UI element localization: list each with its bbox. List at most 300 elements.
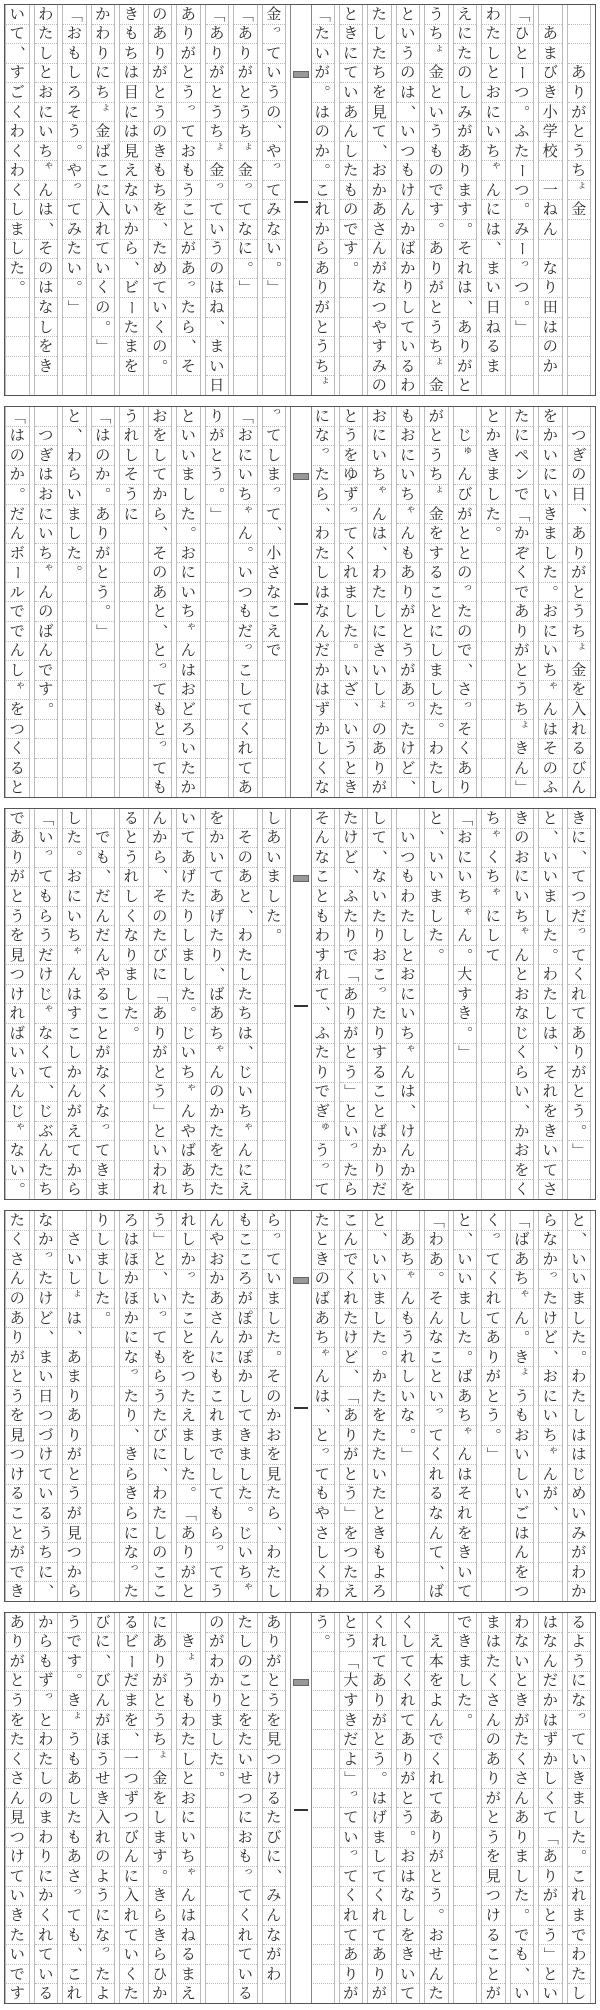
grid-cell: る bbox=[263, 1789, 286, 1809]
grid-cell: あ bbox=[482, 1750, 505, 1770]
grid-cell bbox=[120, 642, 143, 662]
grid-cell bbox=[482, 563, 505, 583]
grid-cell: か bbox=[482, 427, 505, 447]
grid-cell bbox=[63, 759, 86, 779]
grid-cell: 。 bbox=[568, 1848, 591, 1868]
grid-cell: り bbox=[149, 1652, 172, 1672]
grid-cell: し bbox=[177, 1231, 200, 1251]
text-column bbox=[396, 407, 425, 797]
grid-cell: た bbox=[6, 1211, 29, 1231]
column-cells bbox=[176, 407, 200, 797]
grid-cell bbox=[397, 1485, 420, 1505]
grid-cell bbox=[311, 1906, 334, 1926]
grid-cell: に bbox=[35, 103, 58, 123]
grid-cell: わ bbox=[568, 1563, 591, 1583]
grid-cell: 。 bbox=[311, 161, 334, 181]
grid-cell: ん bbox=[571, 778, 587, 797]
grid-cell: と bbox=[340, 759, 363, 779]
grid-cell: と bbox=[234, 887, 257, 907]
grid-cell: い bbox=[539, 1141, 562, 1161]
grid-cell: び bbox=[454, 485, 477, 505]
grid-cell: ん bbox=[511, 1543, 534, 1563]
grid-cell: 、 bbox=[234, 907, 257, 927]
grid-cell: ん bbox=[311, 622, 334, 642]
grid-cell: か bbox=[511, 524, 534, 544]
grid-cell: ま bbox=[539, 524, 562, 544]
grid-cell: と bbox=[511, 44, 534, 64]
grid-cell: で bbox=[6, 1965, 29, 1985]
grid-cell bbox=[92, 1446, 115, 1466]
grid-cell: き bbox=[234, 1426, 257, 1446]
grid-cell: が bbox=[63, 1504, 86, 1524]
center-fold-column bbox=[290, 809, 312, 1199]
grid-cell: せ bbox=[234, 1769, 257, 1789]
grid-cell: た bbox=[234, 1613, 257, 1633]
grid-cell: 。 bbox=[6, 279, 29, 299]
grid-cell: ち bbox=[539, 661, 562, 681]
grid-cell: 。 bbox=[368, 1769, 391, 1789]
grid-cell bbox=[482, 1524, 505, 1544]
grid-cell: と bbox=[539, 1906, 562, 1926]
grid-cell: を bbox=[120, 1711, 143, 1731]
grid-cell: 日 bbox=[35, 1387, 58, 1407]
grid-cell: す bbox=[63, 1652, 86, 1672]
grid-cell: に bbox=[149, 1613, 172, 1633]
grid-cell: て bbox=[35, 1945, 58, 1965]
grid-cell: え bbox=[177, 1406, 200, 1426]
grid-cell: ず bbox=[340, 485, 363, 505]
grid-cell: ち bbox=[35, 142, 58, 162]
grid-cell: わ bbox=[482, 5, 505, 25]
grid-cell bbox=[177, 376, 200, 395]
grid-cell: 金 bbox=[425, 505, 448, 525]
grid-cell bbox=[482, 1485, 505, 1505]
grid-cell: き bbox=[149, 142, 172, 162]
grid-cell: ん bbox=[63, 1083, 86, 1103]
grid-cell: ば bbox=[177, 1141, 200, 1161]
grid-cell: い bbox=[63, 485, 86, 505]
grid-cell: さ bbox=[454, 681, 477, 701]
grid-cell: あ bbox=[397, 1730, 420, 1750]
grid-cell: う bbox=[340, 1633, 363, 1653]
grid-cell: が bbox=[568, 563, 591, 583]
grid-cell: く bbox=[35, 1906, 58, 1926]
grid-cell: し bbox=[206, 1465, 229, 1485]
grid-cell: る bbox=[568, 1613, 591, 1633]
grid-cell bbox=[6, 337, 29, 357]
grid-cell: ビ bbox=[120, 1633, 143, 1653]
grid-cell: 。 bbox=[425, 1270, 448, 1290]
fold-marker-middle-icon bbox=[294, 1005, 308, 1007]
grid-cell: く bbox=[397, 1613, 420, 1633]
grid-cell: ん bbox=[368, 240, 391, 260]
grid-cell: ゃ bbox=[397, 1044, 420, 1064]
grid-cell bbox=[482, 622, 505, 642]
grid-cell: し bbox=[35, 44, 58, 64]
text-column bbox=[148, 809, 177, 1199]
grid-cell: あ bbox=[340, 1945, 363, 1965]
grid-cell: あ bbox=[539, 25, 562, 45]
grid-cell: し bbox=[539, 1004, 562, 1024]
grid-cell bbox=[206, 1808, 229, 1828]
column-cells bbox=[62, 407, 86, 797]
grid-cell: ん bbox=[234, 1141, 257, 1161]
grid-cell: ら bbox=[149, 1367, 172, 1387]
grid-cell: く bbox=[311, 759, 334, 779]
grid-cell: い bbox=[340, 1122, 363, 1142]
grid-cell: し bbox=[234, 1633, 257, 1653]
grid-cell: に bbox=[539, 622, 562, 642]
grid-cell bbox=[311, 1672, 334, 1692]
grid-cell: り bbox=[63, 1387, 86, 1407]
grid-cell: も bbox=[340, 181, 363, 201]
grid-cell: 、 bbox=[511, 1965, 534, 1985]
grid-cell: た bbox=[120, 1387, 143, 1407]
grid-cell: を bbox=[539, 1102, 562, 1122]
grid-cell: の bbox=[149, 122, 172, 142]
grid-cell: だ bbox=[568, 907, 591, 927]
grid-cell: っ bbox=[425, 1406, 448, 1426]
grid-cell: あ bbox=[63, 1406, 86, 1426]
grid-cell: く bbox=[539, 1789, 562, 1809]
text-column bbox=[538, 809, 567, 1199]
text-column bbox=[205, 1613, 234, 2003]
grid-cell: 「 bbox=[63, 5, 86, 25]
grid-cell: わ bbox=[92, 25, 115, 45]
grid-cell: ち bbox=[206, 1024, 229, 1044]
grid-cell: 、 bbox=[311, 505, 334, 525]
column-cells bbox=[34, 1613, 58, 2003]
grid-cell: つ bbox=[6, 1828, 29, 1848]
grid-cell: す bbox=[454, 985, 477, 1005]
grid-cell: っ bbox=[177, 103, 200, 123]
grid-cell: き bbox=[149, 1926, 172, 1946]
grid-cell: ん bbox=[397, 1063, 420, 1083]
grid-cell: け bbox=[340, 1328, 363, 1348]
grid-cell: び bbox=[92, 1613, 115, 1633]
grid-cell: わ bbox=[6, 122, 29, 142]
grid-cell: な bbox=[35, 1024, 58, 1044]
grid-cell bbox=[206, 642, 229, 662]
grid-cell: し bbox=[539, 544, 562, 564]
grid-cell: れ bbox=[234, 1926, 257, 1946]
grid-cell: れ bbox=[397, 1691, 420, 1711]
text-column bbox=[424, 809, 453, 1199]
grid-cell: が bbox=[177, 44, 200, 64]
grid-cell: く bbox=[340, 1270, 363, 1290]
grid-cell: と bbox=[568, 1083, 591, 1103]
grid-cell bbox=[92, 759, 115, 779]
grid-cell: 見 bbox=[120, 142, 143, 162]
grid-cell: の bbox=[263, 1387, 286, 1407]
grid-cell bbox=[120, 1044, 143, 1064]
grid-cell: く bbox=[234, 720, 257, 740]
grid-cell: り bbox=[482, 1769, 505, 1789]
grid-cell: ぎ bbox=[568, 446, 591, 466]
grid-cell bbox=[263, 985, 286, 1005]
grid-cell bbox=[120, 622, 143, 642]
grid-cell: せ bbox=[425, 1945, 448, 1965]
grid-cell: も bbox=[149, 700, 172, 720]
grid-cell: さ bbox=[263, 563, 286, 583]
grid-cell: ン bbox=[511, 466, 534, 486]
grid-cell: こ bbox=[425, 583, 448, 603]
grid-cell: た bbox=[6, 1730, 29, 1750]
grid-cell: の bbox=[6, 1289, 29, 1309]
grid-cell bbox=[92, 1328, 115, 1348]
grid-cell bbox=[206, 1887, 229, 1907]
grid-cell bbox=[120, 1180, 143, 1199]
grid-cell: こ bbox=[311, 181, 334, 201]
grid-cell: あ bbox=[397, 681, 420, 701]
grid-cell bbox=[263, 318, 286, 338]
grid-cell: い bbox=[149, 1141, 172, 1161]
grid-cell: と bbox=[234, 83, 257, 103]
text-column bbox=[510, 809, 539, 1199]
grid-cell: さ bbox=[368, 642, 391, 662]
grid-cell: れ bbox=[568, 720, 591, 740]
grid-cell: え bbox=[180, 1984, 196, 2003]
text-column bbox=[205, 407, 234, 797]
grid-cell: 金 bbox=[425, 64, 448, 84]
grid-cell bbox=[340, 376, 363, 395]
grid-cell: わ bbox=[149, 1485, 172, 1505]
grid-cell: い bbox=[542, 1984, 558, 2003]
grid-cell bbox=[340, 357, 363, 377]
grid-cell: が bbox=[539, 1485, 562, 1505]
grid-cell: か bbox=[120, 1309, 143, 1329]
grid-cell: は bbox=[397, 1867, 420, 1887]
grid-cell: て bbox=[234, 1945, 257, 1965]
grid-cell bbox=[35, 739, 58, 759]
ruby-gutter bbox=[590, 1211, 595, 1601]
grid-cell: と bbox=[206, 446, 229, 466]
grid-cell: る bbox=[482, 337, 505, 357]
grid-cell: と bbox=[311, 887, 334, 907]
grid-cell: は bbox=[368, 524, 391, 544]
grid-cell: か bbox=[180, 778, 196, 797]
grid-cell: ろ bbox=[120, 1211, 143, 1231]
grid-cell: 。 bbox=[511, 200, 534, 220]
grid-cell: し bbox=[177, 485, 200, 505]
grid-cell: れ bbox=[120, 868, 143, 888]
grid-cell: い bbox=[482, 279, 505, 299]
grid-cell: 。 bbox=[120, 1024, 143, 1044]
grid-cell: く bbox=[568, 965, 591, 985]
grid-cell: お bbox=[511, 1141, 534, 1161]
grid-cell: た bbox=[482, 1652, 505, 1672]
grid-cell bbox=[92, 1524, 115, 1544]
grid-cell: て bbox=[206, 1563, 229, 1583]
grid-cell: ご bbox=[6, 83, 29, 103]
grid-cell: た bbox=[123, 1582, 139, 1601]
grid-cell: を bbox=[368, 1406, 391, 1426]
text-column bbox=[481, 5, 510, 395]
grid-cell: う bbox=[340, 1063, 363, 1083]
grid-cell: た bbox=[6, 259, 29, 279]
grid-cell: き bbox=[92, 1161, 115, 1181]
grid-cell: ば bbox=[428, 1582, 444, 1601]
grid-cell bbox=[120, 1063, 143, 1083]
grid-cell: が bbox=[92, 1711, 115, 1731]
grid-cell bbox=[92, 1367, 115, 1387]
grid-cell: り bbox=[539, 1867, 562, 1887]
grid-cell: に bbox=[92, 1633, 115, 1653]
grid-cell: を bbox=[425, 524, 448, 544]
text-column bbox=[62, 1613, 91, 2003]
grid-cell: に bbox=[92, 1906, 115, 1926]
grid-cell bbox=[263, 1102, 286, 1122]
grid-cell bbox=[6, 298, 29, 318]
grid-cell bbox=[482, 1044, 505, 1064]
grid-cell: 」 bbox=[63, 298, 86, 318]
grid-cell: す bbox=[425, 544, 448, 564]
grid-cell: び bbox=[263, 1828, 286, 1848]
grid-cell: ん bbox=[177, 642, 200, 662]
column-cells bbox=[510, 809, 534, 1199]
grid-cell: つ bbox=[511, 279, 534, 299]
grid-cell: こ bbox=[206, 1387, 229, 1407]
grid-cell: い bbox=[206, 220, 229, 240]
text-column bbox=[424, 1613, 453, 2003]
grid-cell: が bbox=[454, 122, 477, 142]
grid-cell: が bbox=[511, 642, 534, 662]
grid-cell: ち bbox=[568, 622, 591, 642]
grid-cell: が bbox=[568, 1063, 591, 1083]
grid-cell: か bbox=[234, 1367, 257, 1387]
grid-cell bbox=[482, 681, 505, 701]
grid-cell: け bbox=[35, 1446, 58, 1466]
grid-cell: り bbox=[6, 1633, 29, 1653]
text-column bbox=[62, 407, 91, 797]
grid-cell bbox=[482, 1141, 505, 1161]
grid-cell: う bbox=[149, 1387, 172, 1407]
grid-cell: た bbox=[368, 1446, 391, 1466]
center-fold-column bbox=[290, 407, 312, 797]
text-column bbox=[310, 1211, 339, 1601]
column-cells bbox=[34, 5, 58, 395]
grid-cell: く bbox=[511, 1750, 534, 1770]
grid-cell: り bbox=[397, 583, 420, 603]
grid-cell: が bbox=[149, 1672, 172, 1692]
grid-cell: は bbox=[539, 1711, 562, 1731]
grid-cell: ち bbox=[234, 1563, 257, 1583]
grid-cell: で bbox=[63, 1633, 86, 1653]
grid-cell: と bbox=[206, 83, 229, 103]
grid-cell: 入 bbox=[92, 1808, 115, 1828]
grid-cell: り bbox=[63, 1426, 86, 1446]
grid-cell: け bbox=[263, 1769, 286, 1789]
column-cells bbox=[310, 1613, 334, 2003]
grid-cell: ち bbox=[149, 1730, 172, 1750]
grid-cell: の bbox=[454, 563, 477, 583]
grid-cell: て bbox=[340, 1808, 363, 1828]
grid-cell: つ bbox=[511, 83, 534, 103]
grid-cell: う bbox=[6, 907, 29, 927]
column-cells bbox=[262, 809, 286, 1199]
grid-cell: お bbox=[482, 83, 505, 103]
grid-cell: 。 bbox=[63, 563, 86, 583]
grid-cell: う bbox=[397, 1808, 420, 1828]
column-cells bbox=[148, 1211, 172, 1601]
grid-cell bbox=[454, 1750, 477, 1770]
grid-cell: い bbox=[368, 1250, 391, 1270]
grid-cell: た bbox=[263, 907, 286, 927]
grid-cell: け bbox=[6, 985, 29, 1005]
grid-cell bbox=[482, 1465, 505, 1485]
grid-cell: り bbox=[35, 1848, 58, 1868]
grid-cell: 、 bbox=[425, 829, 448, 849]
grid-cell: し bbox=[397, 926, 420, 946]
ruby-gutter bbox=[590, 809, 595, 1199]
grid-cell bbox=[568, 337, 591, 357]
grid-cell: ま bbox=[63, 1367, 86, 1387]
grid-cell bbox=[454, 1945, 477, 1965]
grid-cell: か bbox=[539, 427, 562, 447]
column-cells bbox=[233, 5, 257, 395]
column-cells bbox=[310, 407, 334, 797]
grid-cell: う bbox=[120, 407, 143, 427]
grid-cell bbox=[263, 1044, 286, 1064]
grid-cell: 」 bbox=[340, 1504, 363, 1524]
grid-cell: 」 bbox=[263, 279, 286, 299]
grid-cell: っ bbox=[92, 1122, 115, 1142]
grid-cell: れ bbox=[92, 220, 115, 240]
column-cells bbox=[119, 1211, 143, 1601]
grid-cell: 小 bbox=[263, 544, 286, 564]
grid-cell: た bbox=[177, 1465, 200, 1485]
grid-cell: 「 bbox=[340, 965, 363, 985]
grid-cell: い bbox=[568, 1750, 591, 1770]
grid-cell: た bbox=[123, 1984, 139, 2003]
grid-cell: で bbox=[340, 1250, 363, 1270]
grid-cell bbox=[206, 759, 229, 779]
grid-cell: ー bbox=[120, 1652, 143, 1672]
grid-cell: 、 bbox=[568, 1231, 591, 1251]
grid-cell: 。 bbox=[425, 220, 448, 240]
grid-cell: が bbox=[92, 1044, 115, 1064]
grid-cell: と bbox=[35, 1711, 58, 1731]
grid-cell bbox=[482, 1180, 505, 1199]
grid-cell: う bbox=[568, 1652, 591, 1672]
text-column bbox=[233, 809, 262, 1199]
grid-cell: 」 bbox=[149, 1231, 172, 1251]
column-cells bbox=[367, 1211, 391, 1601]
grid-cell bbox=[397, 1211, 420, 1231]
grid-cell: て bbox=[311, 985, 334, 1005]
grid-cell: に bbox=[311, 407, 334, 427]
grid-cell: も bbox=[206, 1367, 229, 1387]
grid-cell: ん bbox=[539, 1652, 562, 1672]
grid-cell: て bbox=[63, 1141, 86, 1161]
grid-cell: が bbox=[397, 661, 420, 681]
grid-cell: た bbox=[511, 1887, 534, 1907]
grid-cell: た bbox=[568, 1387, 591, 1407]
grid-cell: し bbox=[482, 926, 505, 946]
grid-cell: た bbox=[482, 25, 505, 45]
grid-cell: を bbox=[263, 1446, 286, 1466]
grid-cell: い bbox=[234, 1750, 257, 1770]
grid-cell: は bbox=[311, 681, 334, 701]
grid-cell: り bbox=[92, 44, 115, 64]
grid-cell: さ bbox=[511, 1769, 534, 1789]
grid-cell: は bbox=[35, 279, 58, 299]
grid-cell: ど bbox=[539, 1328, 562, 1348]
grid-cell: 本 bbox=[425, 1652, 448, 1672]
grid-cell: の bbox=[206, 1613, 229, 1633]
text-column bbox=[453, 809, 482, 1199]
grid-cell: よ bbox=[568, 1633, 591, 1653]
